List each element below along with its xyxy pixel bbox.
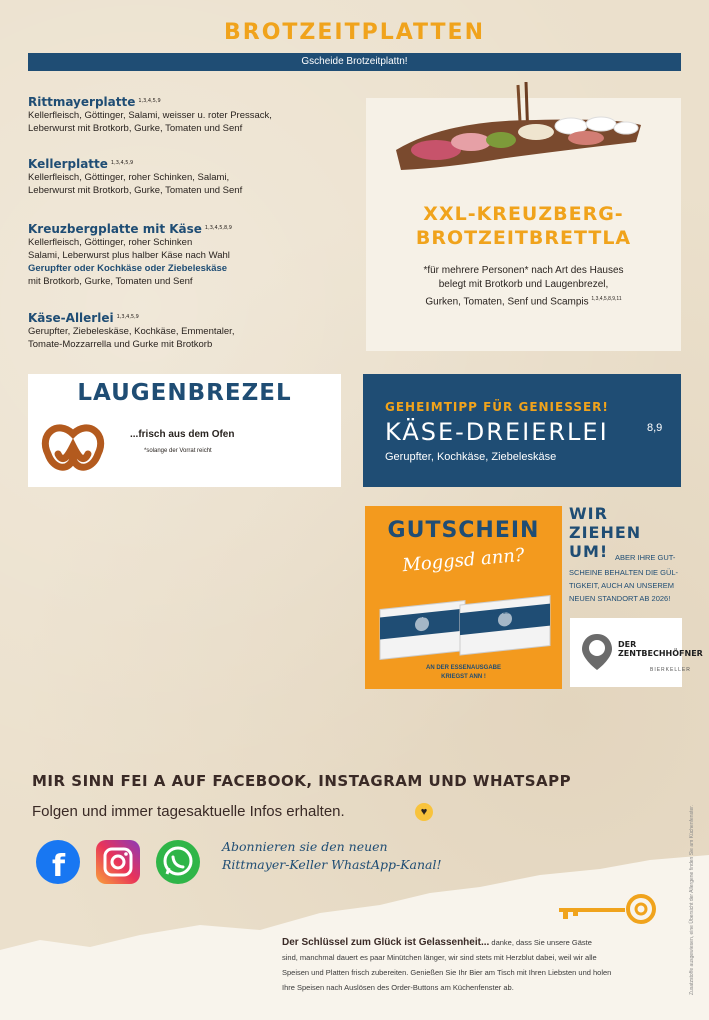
footer-lead: Der Schlüssel zum Glück ist Gelassenheit...: [282, 937, 490, 948]
xxl-text-line: *für mehrere Personen* nach Art des Hauses: [423, 265, 624, 276]
plate-name: Rittmayerplatte: [28, 95, 136, 109]
platter-illustration: [386, 80, 666, 180]
gutschein-script: Moggsd ann?: [401, 544, 526, 577]
kaese-codes: 8,9: [647, 422, 663, 434]
plate-desc: Kellerfleisch, Göttinger, roher Schinken: [28, 237, 193, 248]
xxl-title: [366, 202, 681, 250]
xxl-description: [386, 264, 661, 309]
xxl-text-line: belegt mit Brotkorb und Laugenbrezel,: [438, 279, 609, 290]
plate-name: Kreuzbergplatte mit Käse: [28, 222, 202, 236]
xxl-codes: 1,3,4,5,8,9,11: [591, 296, 622, 302]
xxl-title-line: BROTZEITBRETTLA: [415, 227, 632, 249]
gutschein-bottom-line: AN DER ESSENAUSGABE: [425, 665, 501, 671]
voucher-cards-illustration: [375, 592, 555, 662]
logo-sub: BIERKELLER: [650, 667, 691, 673]
plate-rittmayer: [28, 95, 348, 135]
svg-text:f: f: [52, 849, 66, 884]
move-text-line: SCHEINE BEHALTEN DIE GÜL-: [569, 568, 679, 577]
page-title: BROTZEITPLATTEN: [223, 20, 485, 45]
footer-line: sind, manchmal dauert es paar Minütchen länger, wir sind stets mit Herzblut dabei, weil wir alle: [282, 953, 597, 962]
move-title-line: ZIEHEN: [569, 523, 642, 542]
plate-desc: Gerupfter, Ziebeleskäse, Kochkäse, Emmentaler,: [28, 326, 235, 337]
social-title: MIR SINN FEI A AUF FACEBOOK, INSTAGRAM UND WHATSAPP: [32, 772, 572, 790]
instagram-icon[interactable]: [96, 840, 140, 884]
allergen-side-note: Zusatzstoffe ausgewiesen, eine Übersicht der Allergene finden Sie am Küchenfenster.: [689, 804, 695, 995]
plate-keller: [28, 157, 348, 197]
plate-codes: 1,3,4,5,9: [138, 98, 161, 104]
move-title-line: UM!: [569, 542, 609, 561]
key-icon: [555, 892, 663, 926]
brezel-note: *solange der Vorrat reicht: [144, 448, 212, 454]
gutschein-box: [365, 506, 562, 689]
kaese-subtitle: Gerupfter, Kochkäse, Ziebeleskäse: [385, 451, 557, 463]
brezel-title: LAUGENBREZEL: [77, 380, 292, 406]
plate-desc: Salami, Leberwurst plus halber Käse nach Wahl: [28, 250, 230, 261]
plate-kreuzberg: [28, 222, 348, 288]
plate-codes: 1,3,4,5,8,9: [204, 225, 232, 231]
xxl-title-line: XXL-KREUZBERG-: [423, 203, 624, 225]
gutschein-bottom-text: [365, 664, 562, 682]
gutschein-title: GUTSCHEIN: [387, 518, 540, 543]
whatsapp-channel-text[interactable]: [222, 838, 442, 874]
plate-kaese-allerlei: [28, 311, 348, 351]
logo-name: [618, 640, 703, 658]
move-title-line: WIR: [569, 504, 608, 523]
footer-line: Speisen und Platten frisch zubereiten. Genießen Sie Ihr Bier am Tisch mit Ihren Liebsten und holen: [282, 968, 612, 977]
logo-line: DER: [618, 640, 637, 649]
plate-name: Käse-Allerlei: [28, 311, 114, 325]
plate-desc: Tomate-Mozzarrella und Gurke mit Brotkorb: [28, 339, 213, 350]
facebook-icon[interactable]: [36, 840, 80, 884]
logo-line: ZENTBECHHÖFNER: [618, 649, 703, 658]
heart-eyes-emoji-icon: ♥: [415, 803, 433, 821]
move-text-line: TIGKEIT, AUCH AN UNSEREM: [569, 581, 675, 590]
kaese-title: KÄSE-DREIERLEI: [385, 418, 609, 446]
move-text-line: NEUEN STANDORT AB 2026!: [569, 594, 671, 603]
footer-text: [282, 935, 667, 995]
location-pin-icon: [580, 632, 614, 672]
plate-codes: 1,3,4,5,9: [110, 160, 134, 166]
kaese-tip: GEHEIMTIPP FÜR GENIESSER!: [385, 400, 609, 414]
whatsapp-icon[interactable]: [156, 840, 200, 884]
plate-desc: Kellerfleisch, Göttinger, roher Schinken, Salami,: [28, 172, 230, 183]
plate-codes: 1,3,4,5,9: [116, 314, 139, 320]
voucher-card-label: GUTSCHEIN: [487, 610, 511, 615]
voucher-card-label: GUTSCHEIN: [407, 614, 431, 619]
xxl-box: [366, 98, 681, 351]
pretzel-icon: [38, 414, 108, 476]
plate-desc: Kellerfleisch, Göttinger, Salami, weisser u. roter Pressack,: [28, 110, 272, 121]
whatsapp-text-line: Rittmayer-Keller WhastApp-Kanal!: [222, 857, 442, 872]
plate-name: Kellerplatte: [28, 157, 108, 171]
plate-desc: Leberwurst mit Brotkorb, Gurke, Tomaten und Senf: [28, 123, 243, 134]
move-text: [569, 566, 683, 605]
kaese-dreierlei-box: [363, 374, 681, 487]
brezel-subtitle: ...frisch aus dem Ofen: [130, 429, 235, 440]
plate-desc: Leberwurst mit Brotkorb, Gurke, Tomaten und Senf: [28, 185, 243, 196]
social-subtitle: Folgen und immer tagesaktuelle Infos erhalten.: [32, 803, 345, 820]
footer-line: danke, dass Sie unsere Gäste: [489, 938, 592, 947]
move-text-inline: ABER IHRE GUT-: [615, 553, 676, 562]
plate-desc: mit Brotkorb, Gurke, Tomaten und Senf: [28, 276, 193, 287]
xxl-text-line: Gurken, Tomaten, Senf und Scampis: [425, 296, 589, 308]
footer-line: Ihre Speisen nach Auslösen des Order-Buttons am Küchenfenster ab.: [282, 983, 514, 992]
subtitle-bar: Gscheide Brotzeitplattn!: [28, 53, 681, 71]
brezel-box: [28, 374, 341, 487]
whatsapp-text-line: Abonnieren sie den neuen: [222, 839, 388, 854]
plate-highlight: Gerupfter oder Kochkäse oder Ziebeleskäse: [28, 263, 228, 274]
gutschein-bottom-line: KRIEGST ANN !: [441, 674, 486, 680]
